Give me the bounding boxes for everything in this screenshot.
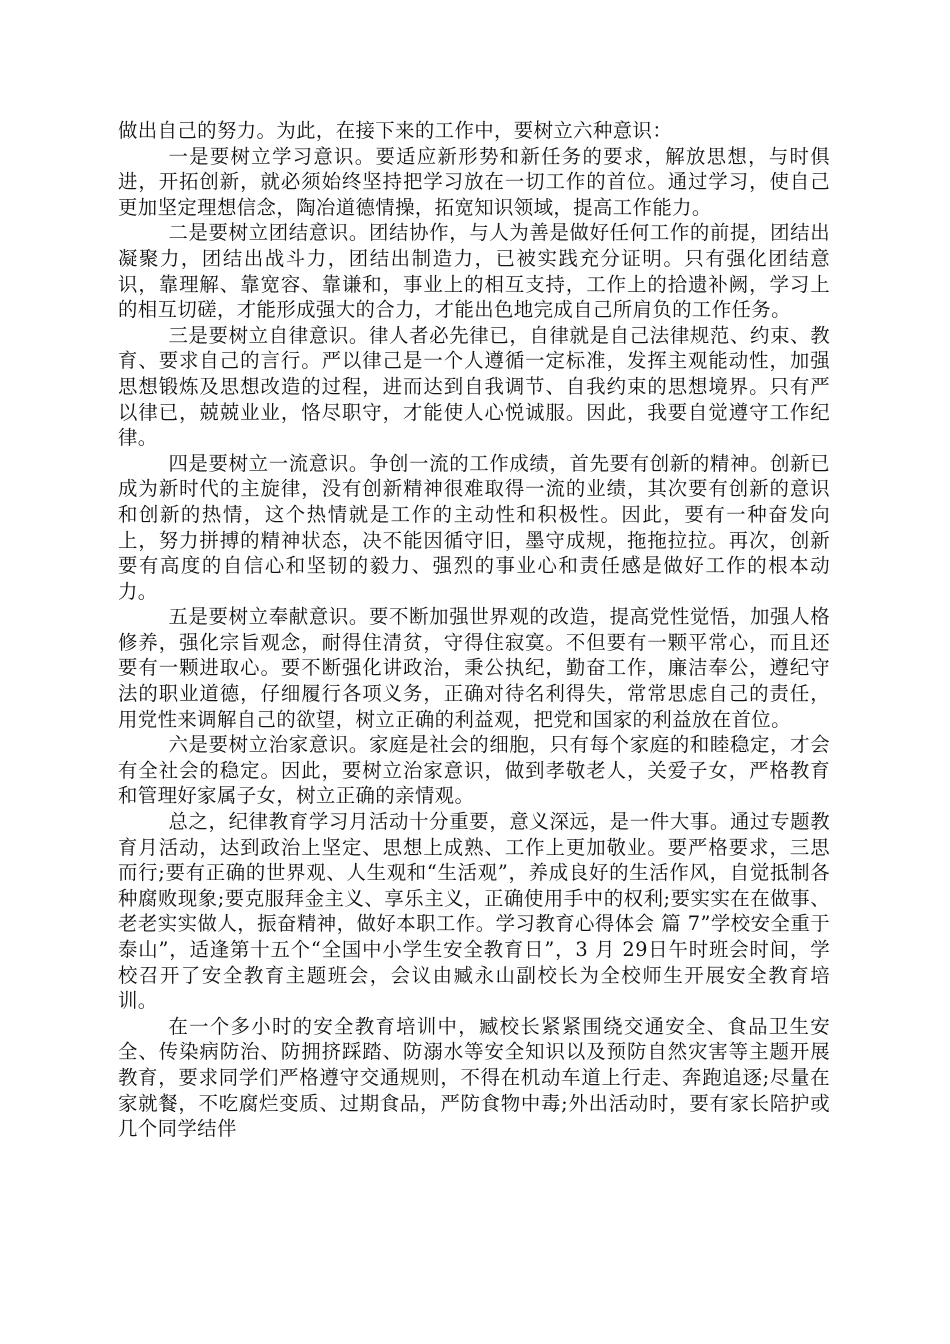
paragraph-intro: 做出自己的努力。为此，在接下来的工作中，要树立六种意识： xyxy=(118,119,673,142)
paragraph-summary: 总之，纪律教育学习月活动十分重要，意义深远，是一件大事。通过专题教育月活动，达到政治上坚定、思想上成熟、工作上更加敬业。要严格要求，三思而行;要有正确的世界观、人生观和“生活观”，养成良好的生活作风，自觉抵制各种腐败现象;要克服拜金主义、享乐主义，正确使用手中的权利;要实实在在做事、老老实实做人，振奋精神，做好本职工作。学习教育心得体会 篇 7”学校安全重于泰山”，适逢第十五个“全国中小学生安全教育日”，3 月 29日午时班会时间，学校召开了安全教育主题班会，会议由臧永山副校长为全校师生开展安全教育培训。 xyxy=(118,810,830,1013)
paragraph-unity-awareness: 二是要树立团结意识。团结协作，与人为善是做好任何工作的前提，团结出凝聚力，团结出战斗力，团结出制造力，已被实践充分证明。只有强化团结意识，靠理解、靠宽容、靠谦和，事业上的相互支持，工作上的拾遗补阙，学习上的相互切磋，才能形成强大的合力，才能出色地完成自己所肩负的工作任务。 xyxy=(118,221,830,322)
paragraph-first-class-awareness: 四是要树立一流意识。争创一流的工作成绩，首先要有创新的精神。创新已成为新时代的主旋律，没有创新精神很难取得一流的业绩，其次要有创新的意识和创新的热情，这个热情就是工作的主动性和积极性。因此，要有一种奋发向上，努力拼搏的精神状态，决不能因循守旧，墨守成规，拖拖拉拉。再次，创新要有高度的自信心和坚韧的毅力、强烈的事业心和责任感是做好工作的根本动力。 xyxy=(118,451,830,603)
paragraph-self-discipline-awareness: 三是要树立自律意识。律人者必先律已，自律就是自己法律规范、约束、教育、要求自己的言行。严以律己是一个人遵循一定标准，发挥主观能动性，加强思想锻炼及思想改造的过程，进而达到自我调节、自我约束的思想境界。只有严以律已，兢兢业业，恪尽职守，才能使人心悦诚服。因此，我要自觉遵守工作纪律。 xyxy=(118,323,830,450)
paragraph-safety-training: 在一个多小时的安全教育培训中，臧校长紧紧围绕交通安全、食品卫生安全、传染病防治、防拥挤踩踏、防溺水等安全知识以及预防自然灾害等主题开展教育，要求同学们严格遵守交通规则，不得在机动车道上行走、奔跑追逐;尽量在家就餐，不吃腐烂变质、过期食品，严防食物中毒;外出活动时，要有家长陪护或几个同学结伴 xyxy=(118,1014,830,1141)
paragraph-dedication-awareness: 五是要树立奉献意识。要不断加强世界观的改造，提高党性觉悟，加强人格修养，强化宗旨观念，耐得住清贫，守得住寂寞。不但要有一颗平常心，而且还要有一颗进取心。要不断强化讲政治，秉公执纪，勤奋工作，廉洁奉公，遵纪守法的职业道德，仔细履行各项义务，正确对待名利得失，常常思虑自己的责任，用党性来调解自己的欲望，树立正确的利益观，把党和国家的利益放在首位。 xyxy=(118,605,830,731)
document-body xyxy=(118,118,830,1142)
paragraph-family-awareness: 六是要树立治家意识。家庭是社会的细胞，只有每个家庭的和睦稳定，才会有全社会的稳定。因此，要树立治家意识，做到孝敬老人，关爱子女，严格教育和管理好家属子女，树立正确的亲情观。 xyxy=(118,733,830,808)
paragraph-learning-awareness: 一是要树立学习意识。要适应新形势和新任务的要求，解放思想，与时俱进，开拓创新，就必须始终坚持把学习放在一切工作的首位。通过学习，使自己更加坚定理想信念，陶冶道德情操，拓宽知识领域，提高工作能力。 xyxy=(118,144,830,219)
